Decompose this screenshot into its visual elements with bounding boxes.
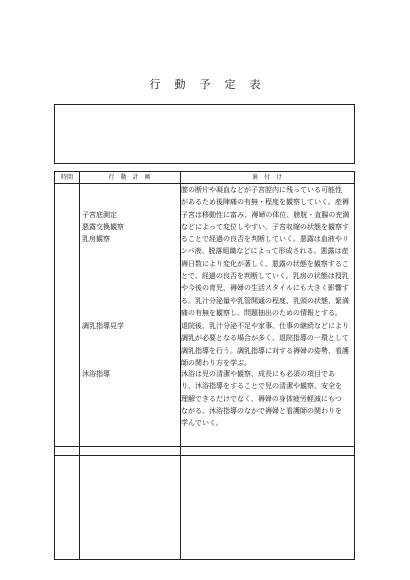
reason-column (180, 172, 355, 455)
title-char: 予 (199, 78, 211, 91)
column-divider (79, 447, 80, 559)
header-plan-char: 行 (108, 174, 115, 181)
header-plan-char: 計 (132, 174, 139, 181)
header-reason-char: 裏 (251, 174, 258, 181)
schedule-table (54, 171, 355, 456)
column-divider (180, 447, 181, 559)
header-reason-char: 付 (263, 174, 270, 181)
plan-item-bathing: 沐浴指導 (82, 370, 110, 378)
plan-item-lochia: 悪露交換観察 (82, 223, 124, 231)
reason-text-bathing: 沐浴は児の清潔や観察、成長にも必須の項目であ り、沐浴指導をすることで児の清潔や観察、安全を 理解できるだけでなく、褥婦の身体疲労軽減にもつ ながる。沐浴指導のなかで褥婦と看護師の関わりを 学んでいく。 (181, 370, 342, 428)
top-empty-box (54, 104, 355, 164)
title-char: 動 (174, 78, 186, 91)
header-plan-char: 動 (120, 174, 127, 181)
reason-text-postpartum: 膣の断片や凝血などが子宮腔内に残っている可能性 があるため後陣痛の有無・程度を観察していく。産褥 子宮は移動性に富み、褥婦の体位、膀胱・直腸の充満 などによって変位しやすい。子宮収縮の状態を観察す ることで経過の良否を判断していく。悪露は血液やリ ンパ液、脱落組織などによって形成される。悪露は産 褥日数により変化が著しく、悪露の状態を観察するこ とで、経過の良否を判断していく。乳房の状態は授乳 や今後の育児、褥婦の生活スタイルにも大きく影響す る。乳汁分泌量や乳管開通の程度、乳頭の状態、緊満 痛の有無を観察し、問題抽出のための情報とする。 (181, 186, 350, 317)
plan-item-fundal-height: 子宮底測定 (82, 211, 117, 219)
column-divider (79, 172, 80, 455)
header-time: 時間 (60, 174, 73, 181)
header-plan (79, 172, 180, 183)
bottom-empty-box (54, 446, 355, 560)
plan-item-formula: 調乳指導見学 (82, 322, 124, 330)
header-reason-char: け (276, 174, 283, 181)
title-char: 行 (149, 78, 161, 91)
page-title (0, 76, 410, 92)
header-plan-char: 画 (144, 174, 151, 181)
reason-text-formula: 退院後、乳汁分泌不足や家事、仕事の継続などにより 調乳が必要となる場合が多く、退院指導の一環として 調乳指導を行う。調乳指導に対する褥婦の姿勢、看護 師の関わり方を学ぶ。 (181, 322, 349, 367)
title-char: 表 (249, 78, 261, 91)
title-char: 定 (224, 78, 236, 91)
plan-item-breast: 乳房観察 (82, 235, 110, 243)
